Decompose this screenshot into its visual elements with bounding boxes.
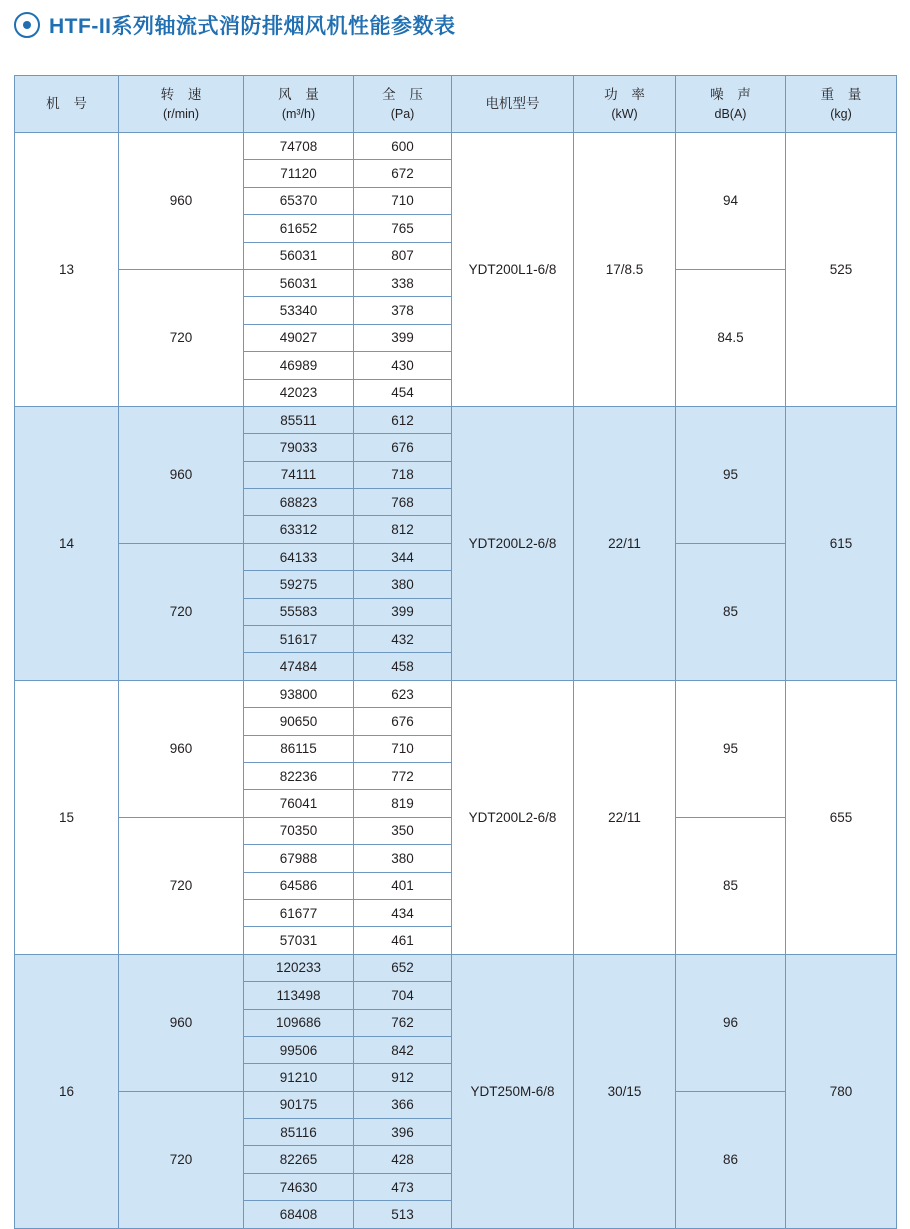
- cell-noise: 86: [676, 1091, 786, 1228]
- header-flow-label: 风 量: [278, 86, 324, 102]
- cell-speed: 720: [119, 1091, 244, 1228]
- cell-flow: 93800: [244, 680, 354, 707]
- cell-flow: 53340: [244, 297, 354, 324]
- cell-flow: 91210: [244, 1064, 354, 1091]
- cell-flow: 76041: [244, 790, 354, 817]
- cell-pressure: 378: [354, 297, 452, 324]
- cell-flow: 63312: [244, 516, 354, 543]
- cell-pressure: 458: [354, 653, 452, 680]
- header-motor-model: [452, 76, 574, 133]
- cell-flow: 120233: [244, 954, 354, 981]
- header-pressure: [354, 76, 452, 133]
- performance-table: [14, 75, 897, 1229]
- cell-motor-model: YDT200L1-6/8: [452, 133, 574, 407]
- cell-noise: 85: [676, 543, 786, 680]
- cell-flow: 99506: [244, 1036, 354, 1063]
- header-noise-unit: dB(A): [714, 107, 747, 122]
- header-pressure-label: 全 压: [382, 86, 428, 102]
- cell-flow: 61677: [244, 899, 354, 926]
- cell-noise: 95: [676, 406, 786, 543]
- cell-noise: 85: [676, 817, 786, 954]
- cell-pressure: 912: [354, 1064, 452, 1091]
- cell-pressure: 428: [354, 1146, 452, 1173]
- cell-model-no: 15: [15, 680, 119, 954]
- cell-pressure: 812: [354, 516, 452, 543]
- cell-flow: 86115: [244, 735, 354, 762]
- cell-pressure: 396: [354, 1119, 452, 1146]
- cell-weight: 615: [786, 406, 897, 680]
- cell-flow: 70350: [244, 817, 354, 844]
- page-title: [0, 0, 910, 44]
- cell-model-no: 14: [15, 406, 119, 680]
- cell-pressure: 772: [354, 762, 452, 789]
- performance-table-wrapper: [14, 75, 896, 1229]
- cell-flow: 68823: [244, 489, 354, 516]
- cell-flow: 42023: [244, 379, 354, 406]
- cell-pressure: 768: [354, 489, 452, 516]
- header-speed: [119, 76, 244, 133]
- cell-model-no: 13: [15, 133, 119, 407]
- cell-pressure: 676: [354, 708, 452, 735]
- table-header-row: [15, 76, 897, 133]
- cell-flow: 74111: [244, 461, 354, 488]
- cell-speed: 720: [119, 817, 244, 954]
- header-noise: [676, 76, 786, 133]
- header-model-no: [15, 76, 119, 133]
- cell-flow: 65370: [244, 187, 354, 214]
- cell-power: 30/15: [574, 954, 676, 1228]
- cell-flow: 67988: [244, 845, 354, 872]
- cell-pressure: 765: [354, 215, 452, 242]
- cell-flow: 59275: [244, 571, 354, 598]
- header-weight: [786, 76, 897, 133]
- cell-pressure: 612: [354, 406, 452, 433]
- cell-pressure: 600: [354, 133, 452, 160]
- cell-pressure: 513: [354, 1201, 452, 1228]
- cell-noise: 94: [676, 133, 786, 270]
- cell-flow: 56031: [244, 242, 354, 269]
- cell-pressure: 454: [354, 379, 452, 406]
- cell-flow: 85116: [244, 1119, 354, 1146]
- cell-noise: 96: [676, 954, 786, 1091]
- header-flow-unit: (m³/h): [281, 107, 316, 122]
- cell-pressure: 710: [354, 735, 452, 762]
- header-power: [574, 76, 676, 133]
- cell-pressure: 366: [354, 1091, 452, 1118]
- cell-motor-model: YDT200L2-6/8: [452, 680, 574, 954]
- cell-noise: 95: [676, 680, 786, 817]
- cell-flow: 113498: [244, 982, 354, 1009]
- cell-flow: 74708: [244, 133, 354, 160]
- cell-flow: 71120: [244, 160, 354, 187]
- cell-flow: 74630: [244, 1173, 354, 1200]
- cell-flow: 68408: [244, 1201, 354, 1228]
- cell-weight: 525: [786, 133, 897, 407]
- header-pressure-unit: (Pa): [390, 107, 415, 122]
- header-speed-label: 转 速: [160, 86, 207, 102]
- cell-pressure: 842: [354, 1036, 452, 1063]
- cell-pressure: 672: [354, 160, 452, 187]
- cell-pressure: 399: [354, 598, 452, 625]
- cell-pressure: 430: [354, 352, 452, 379]
- cell-flow: 56031: [244, 269, 354, 296]
- cell-speed: 720: [119, 543, 244, 680]
- cell-flow: 79033: [244, 434, 354, 461]
- cell-flow: 49027: [244, 324, 354, 351]
- table-row: [15, 680, 897, 707]
- cell-pressure: 401: [354, 872, 452, 899]
- cell-model-no: 16: [15, 954, 119, 1228]
- header-flow: [244, 76, 354, 133]
- cell-pressure: 434: [354, 899, 452, 926]
- cell-pressure: 718: [354, 461, 452, 488]
- cell-motor-model: YDT200L2-6/8: [452, 406, 574, 680]
- cell-speed: 960: [119, 406, 244, 543]
- header-noise-label: 噪 声: [710, 86, 756, 102]
- cell-pressure: 762: [354, 1009, 452, 1036]
- cell-pressure: 344: [354, 543, 452, 570]
- table-body: [15, 133, 897, 1229]
- cell-flow: 47484: [244, 653, 354, 680]
- cell-flow: 46989: [244, 352, 354, 379]
- cell-pressure: 819: [354, 790, 452, 817]
- ring-bullet-icon: [14, 12, 40, 38]
- cell-pressure: 350: [354, 817, 452, 844]
- cell-pressure: 652: [354, 954, 452, 981]
- cell-pressure: 380: [354, 571, 452, 598]
- table-row: [15, 954, 897, 981]
- cell-flow: 55583: [244, 598, 354, 625]
- cell-speed: 720: [119, 269, 244, 406]
- cell-pressure: 704: [354, 982, 452, 1009]
- cell-flow: 82236: [244, 762, 354, 789]
- cell-pressure: 399: [354, 324, 452, 351]
- header-power-unit: (kW): [611, 107, 638, 122]
- header-weight-label: 重 量: [820, 86, 867, 102]
- table-row: [15, 406, 897, 433]
- header-model-no-label: 机 号: [46, 96, 92, 112]
- header-power-label: 功 率: [604, 86, 650, 102]
- cell-noise: 84.5: [676, 269, 786, 406]
- header-weight-unit: (kg): [830, 107, 852, 122]
- cell-flow: 61652: [244, 215, 354, 242]
- cell-flow: 82265: [244, 1146, 354, 1173]
- cell-pressure: 432: [354, 626, 452, 653]
- cell-pressure: 807: [354, 242, 452, 269]
- cell-flow: 90650: [244, 708, 354, 735]
- cell-power: 22/11: [574, 406, 676, 680]
- cell-pressure: 623: [354, 680, 452, 707]
- cell-flow: 64133: [244, 543, 354, 570]
- cell-pressure: 676: [354, 434, 452, 461]
- table-row: [15, 133, 897, 160]
- cell-pressure: 380: [354, 845, 452, 872]
- cell-pressure: 473: [354, 1173, 452, 1200]
- header-motor-model-label: 电机型号: [485, 96, 540, 112]
- cell-speed: 960: [119, 133, 244, 270]
- cell-speed: 960: [119, 680, 244, 817]
- cell-speed: 960: [119, 954, 244, 1091]
- cell-flow: 90175: [244, 1091, 354, 1118]
- cell-flow: 64586: [244, 872, 354, 899]
- cell-flow: 109686: [244, 1009, 354, 1036]
- table-header: [15, 76, 897, 133]
- cell-flow: 51617: [244, 626, 354, 653]
- cell-pressure: 338: [354, 269, 452, 296]
- cell-weight: 655: [786, 680, 897, 954]
- cell-power: 22/11: [574, 680, 676, 954]
- header-speed-unit: (r/min): [162, 107, 200, 122]
- cell-flow: 85511: [244, 406, 354, 433]
- page-title-text: HTF-II系列轴流式消防排烟风机性能参数表: [49, 15, 456, 38]
- cell-pressure: 461: [354, 927, 452, 954]
- cell-motor-model: YDT250M-6/8: [452, 954, 574, 1228]
- cell-weight: 780: [786, 954, 897, 1228]
- cell-flow: 57031: [244, 927, 354, 954]
- cell-power: 17/8.5: [574, 133, 676, 407]
- cell-pressure: 710: [354, 187, 452, 214]
